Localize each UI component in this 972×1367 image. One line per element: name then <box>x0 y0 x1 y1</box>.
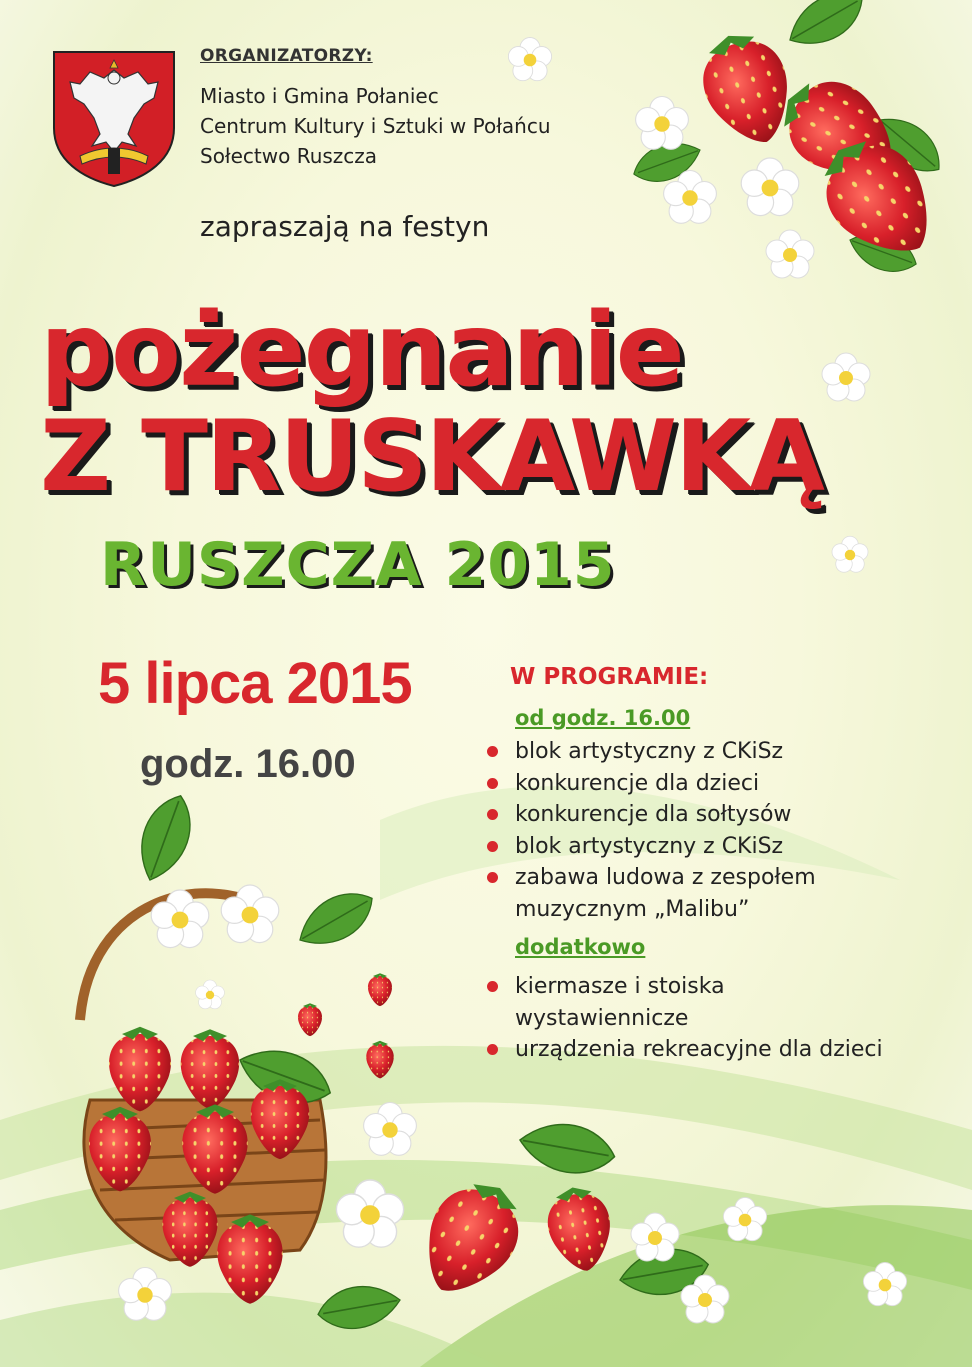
flower-icon <box>832 536 868 572</box>
event-time: godz. 16.00 <box>140 742 356 786</box>
flower-icon <box>119 1268 172 1321</box>
flower-icon <box>364 1103 417 1156</box>
flower-icon <box>863 1263 906 1306</box>
organizer-line: Miasto i Gmina Połaniec <box>200 84 439 108</box>
strawberry-icon <box>298 1003 322 1036</box>
list-item: blok artystyczny z CKiSz <box>485 736 816 768</box>
flower-icon <box>336 1180 403 1247</box>
flower-icon <box>723 1198 766 1241</box>
organizers-heading: ORGANIZATORZY: <box>200 46 373 66</box>
strawberry-icon <box>404 1167 537 1312</box>
flower-icon <box>741 158 799 216</box>
flower-icon <box>636 97 689 150</box>
list-item: konkurencje dla dzieci <box>485 768 816 800</box>
list-item: urządzenia rekreacyjne dla dzieci <box>485 1034 883 1066</box>
organizer-line: Sołectwo Ruszcza <box>200 144 378 168</box>
program-heading: W PROGRAMIE: <box>510 664 709 690</box>
invite-text: zapraszają na festyn <box>200 210 490 243</box>
list-item: zabawa ludowa z zespołem muzycznym „Malibu” <box>485 862 816 925</box>
strawberry-icon <box>366 1041 393 1079</box>
list-item: kiermasze i stoiska wystawiennicze <box>485 971 883 1034</box>
strawberry-icon <box>181 1029 239 1109</box>
strawberry-icon <box>368 973 392 1006</box>
strawberry-icon <box>690 22 806 156</box>
program-extra-label: dodatkowo <box>515 935 646 959</box>
flower-icon <box>766 230 814 278</box>
program-start-time: od godz. 16.00 <box>515 706 691 730</box>
list-item: konkurencje dla sołtysów <box>485 799 816 831</box>
strawberry-cluster-top <box>508 0 955 572</box>
flower-icon <box>631 1213 679 1261</box>
flower-icon <box>822 353 870 401</box>
title-line-2: Z TRUSKAWKĄ <box>40 400 823 514</box>
strawberry-icon <box>542 1182 618 1276</box>
title-line-3: RUSZCZA 2015 <box>100 530 616 600</box>
list-item: blok artystyczny z CKiSz <box>485 831 816 863</box>
flower-icon <box>508 38 551 81</box>
organizer-line: Centrum Kultury i Sztuki w Połańcu <box>200 114 551 138</box>
event-date: 5 lipca 2015 <box>98 651 412 716</box>
title-line-1: pożegnanie <box>40 291 683 410</box>
flower-icon <box>196 980 225 1009</box>
